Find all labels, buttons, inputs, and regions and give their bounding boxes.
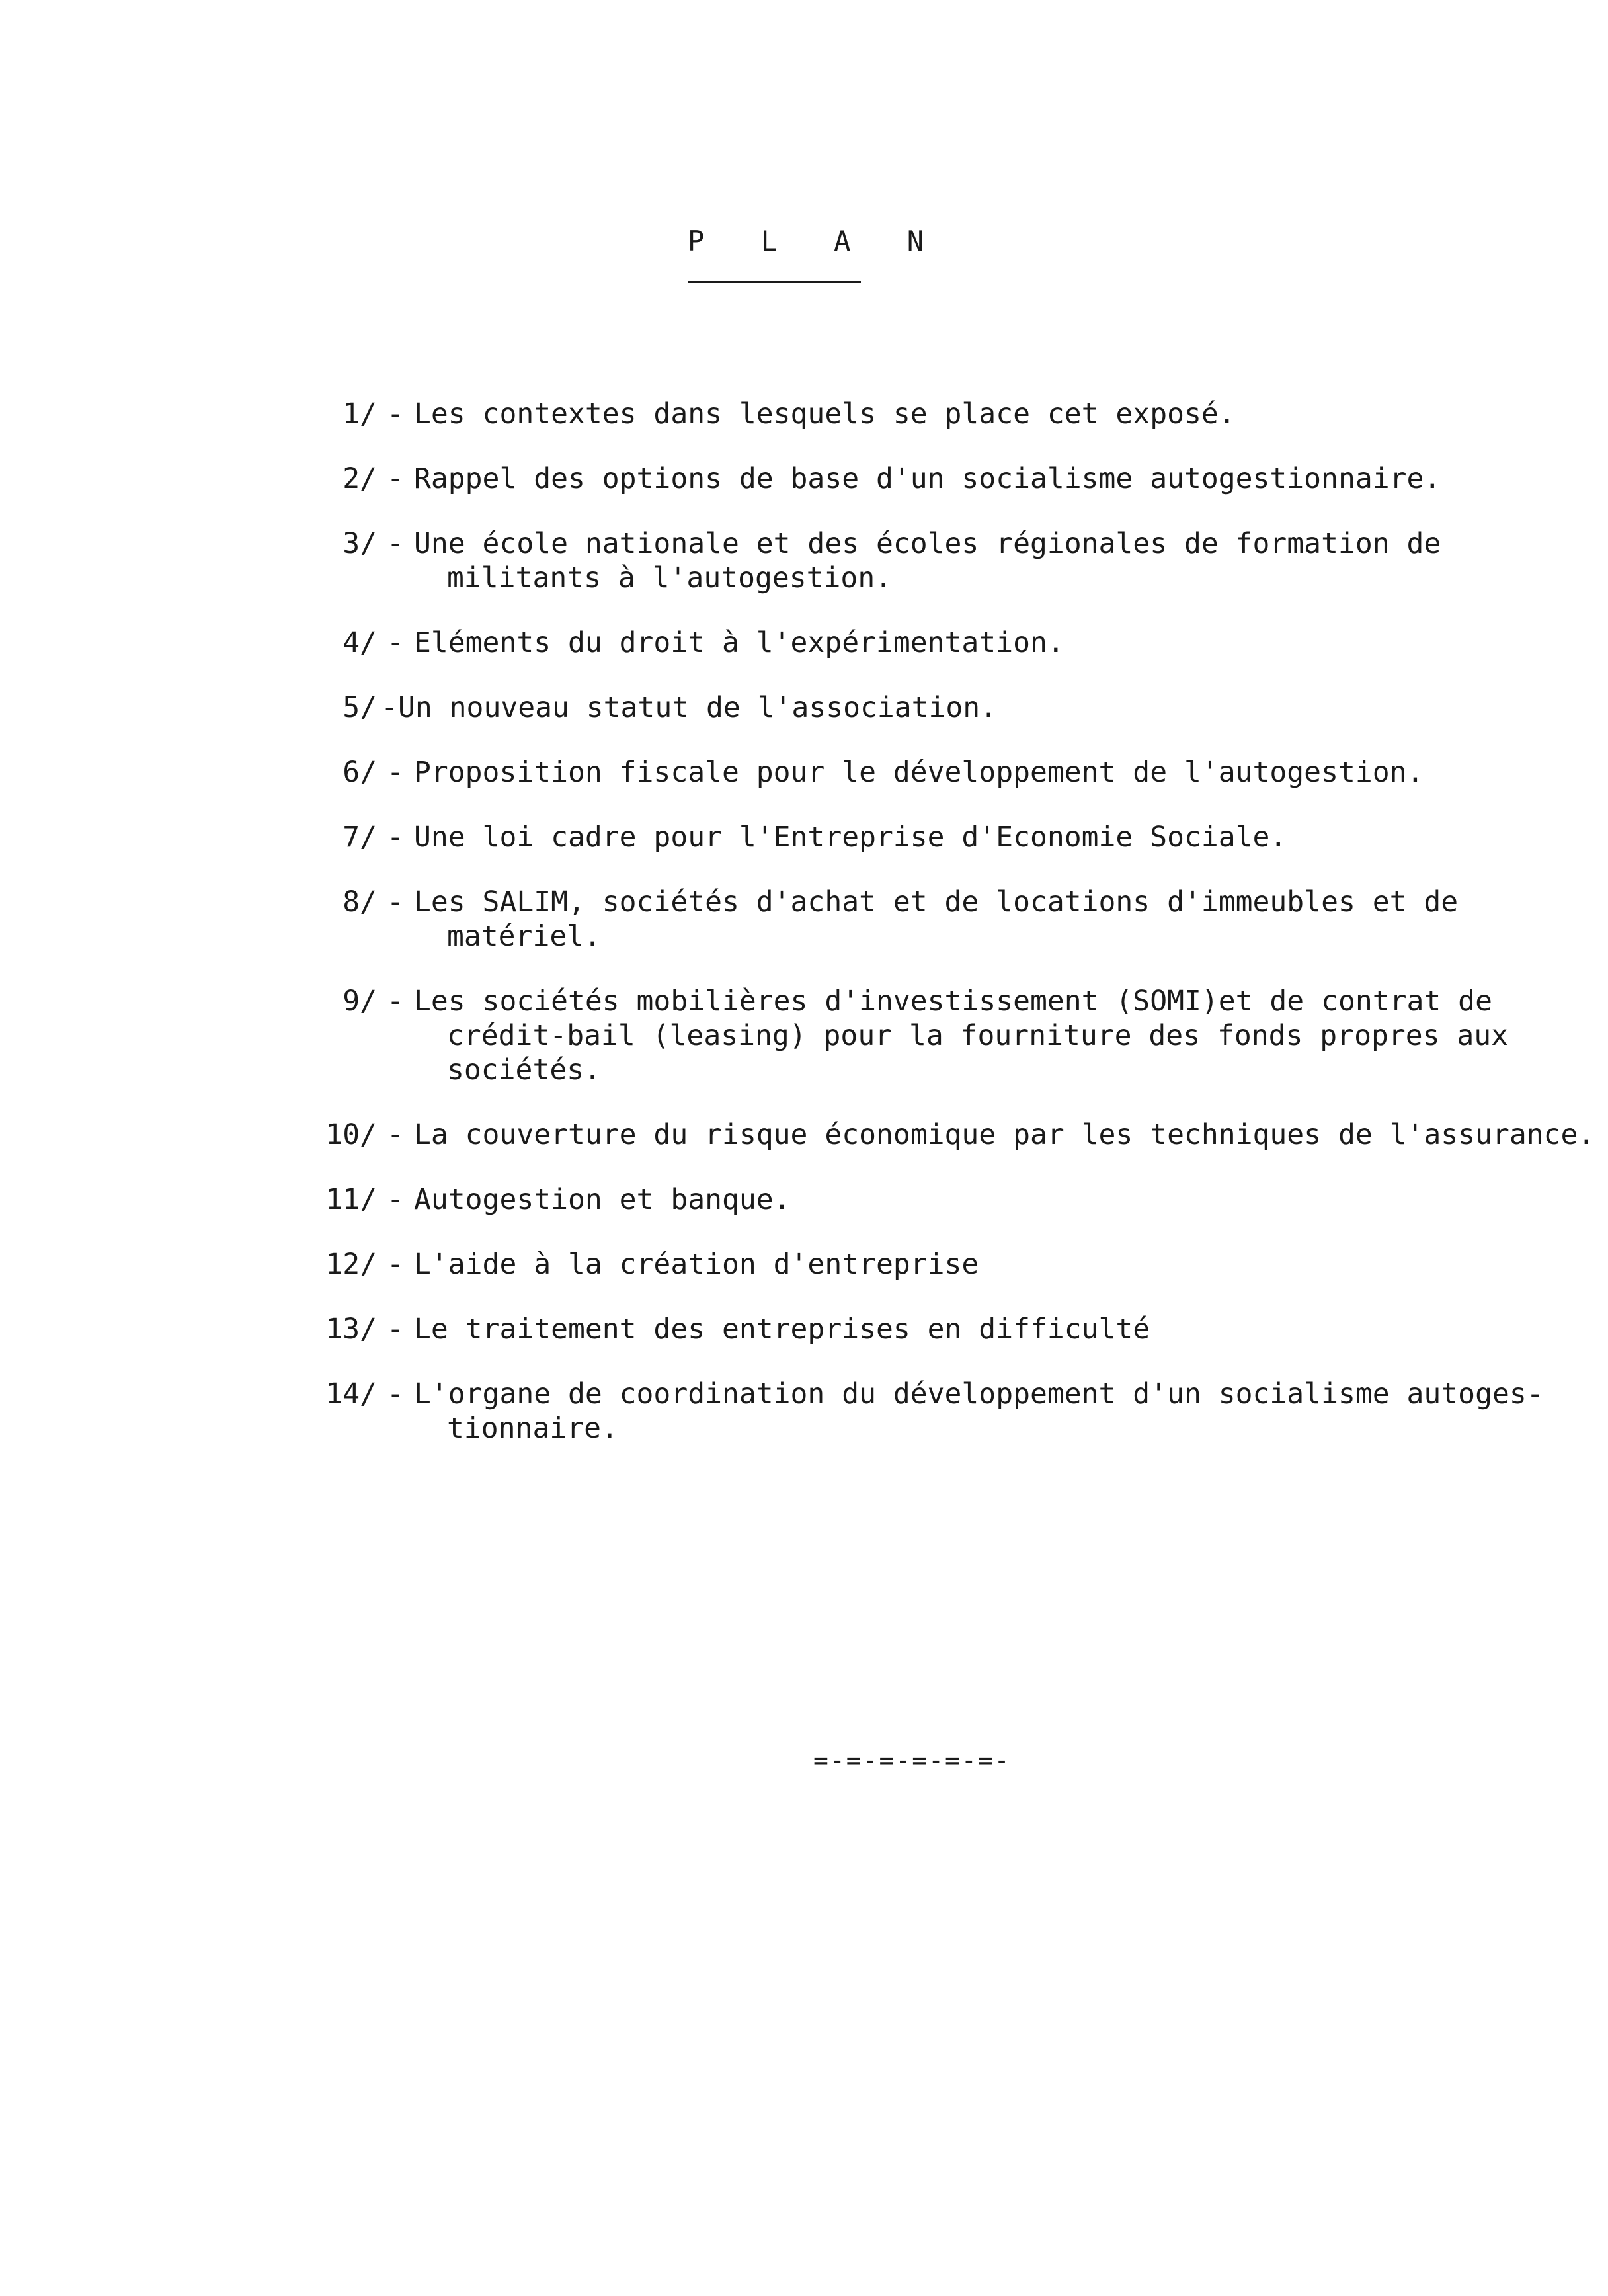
item-text-line: Une loi cadre pour l'Entreprise d'Economie Sociale. bbox=[414, 821, 1287, 854]
plan-list bbox=[311, 397, 1595, 1476]
item-text-line: matériel. bbox=[447, 920, 601, 953]
item-text-line: sociétés. bbox=[447, 1053, 601, 1086]
item-text-line: Les sociétés mobilières d'investissement (SOMI)et de contrat de bbox=[414, 985, 1492, 1018]
item-text-line: Le traitement des entreprises en difficulté bbox=[414, 1313, 1150, 1346]
item-text-line: Les contextes dans lesquels se place cet exposé. bbox=[414, 397, 1236, 430]
item-text bbox=[414, 820, 1287, 854]
title-underline bbox=[688, 281, 861, 283]
item-dash: - bbox=[387, 527, 404, 560]
list-item bbox=[311, 626, 1567, 660]
item-text-line: Proposition fiscale pour le développement de l'autogestion. bbox=[414, 756, 1424, 789]
end-rule: =-=-=-=-=-=- bbox=[813, 1746, 1011, 1775]
item-text-line: Eléments du droit à l'expérimentation. bbox=[414, 626, 1065, 659]
item-number: 1/ bbox=[342, 397, 377, 430]
item-dash: - bbox=[387, 397, 404, 430]
item-number: 5/ bbox=[342, 691, 377, 724]
item-number: 12/ bbox=[325, 1248, 377, 1281]
item-text bbox=[414, 1182, 791, 1217]
item-text bbox=[414, 1312, 1150, 1346]
item-text-line: Une école nationale et des écoles régionales de formation de bbox=[414, 527, 1441, 560]
item-text bbox=[398, 690, 997, 725]
list-item bbox=[311, 1182, 1567, 1217]
item-text bbox=[414, 526, 1441, 595]
item-number: 14/ bbox=[325, 1377, 377, 1411]
item-dash: - bbox=[387, 462, 404, 495]
item-number: 7/ bbox=[342, 821, 377, 854]
list-item bbox=[311, 462, 1567, 496]
item-dash: - bbox=[387, 1377, 404, 1411]
item-text-line: Autogestion et banque. bbox=[414, 1183, 791, 1216]
list-item bbox=[311, 690, 1567, 725]
item-number: 11/ bbox=[325, 1183, 377, 1216]
item-dash: - bbox=[387, 885, 404, 919]
item-text-line: Rappel des options de base d'un socialisme autogestionnaire. bbox=[414, 462, 1441, 495]
item-dash: - bbox=[387, 1118, 404, 1151]
item-number: 4/ bbox=[342, 626, 377, 659]
item-text-line: La couverture du risque économique par les techniques de l'assurance. bbox=[414, 1118, 1595, 1151]
item-dash: - bbox=[387, 626, 404, 659]
item-dash: - bbox=[387, 985, 404, 1018]
item-dash: - bbox=[381, 691, 398, 724]
item-text bbox=[414, 626, 1065, 660]
item-text bbox=[414, 984, 1508, 1087]
item-text-line: tionnaire. bbox=[447, 1412, 618, 1445]
list-item bbox=[311, 755, 1567, 790]
list-item bbox=[311, 885, 1567, 954]
item-dash: - bbox=[387, 1183, 404, 1216]
list-item bbox=[311, 397, 1567, 431]
item-dash: - bbox=[387, 756, 404, 789]
item-text bbox=[414, 462, 1441, 496]
item-text bbox=[414, 1377, 1544, 1446]
page-title: P L A N bbox=[688, 225, 944, 257]
item-text-line: L'organe de coordination du développement d'un socialisme autoges- bbox=[414, 1377, 1544, 1411]
list-item bbox=[311, 1377, 1567, 1446]
item-dash: - bbox=[387, 821, 404, 854]
item-text bbox=[414, 1247, 979, 1282]
item-text-line: L'aide à la création d'entreprise bbox=[414, 1248, 979, 1281]
item-text bbox=[414, 397, 1236, 431]
item-text-line: Un nouveau statut de l'association. bbox=[398, 691, 998, 724]
list-item bbox=[311, 1118, 1595, 1152]
item-text-line: militants à l'autogestion. bbox=[447, 561, 893, 594]
item-text bbox=[414, 755, 1424, 790]
item-number: 6/ bbox=[342, 756, 377, 789]
list-item bbox=[311, 1247, 1567, 1282]
item-number: 13/ bbox=[325, 1313, 377, 1346]
item-dash: - bbox=[387, 1248, 404, 1281]
item-dash: - bbox=[387, 1313, 404, 1346]
item-number: 2/ bbox=[342, 462, 377, 495]
item-text bbox=[414, 885, 1458, 954]
list-item bbox=[311, 1312, 1567, 1346]
item-number: 8/ bbox=[342, 885, 377, 919]
item-text-line: Les SALIM, sociétés d'achat et de locations d'immeubles et de bbox=[414, 885, 1459, 919]
list-item bbox=[311, 984, 1567, 1087]
list-item bbox=[311, 820, 1567, 854]
item-number: 9/ bbox=[342, 985, 377, 1018]
list-item bbox=[311, 526, 1567, 595]
item-text-line: crédit-bail (leasing) pour la fourniture des fonds propres aux bbox=[447, 1019, 1509, 1052]
item-number: 3/ bbox=[342, 527, 377, 560]
item-text bbox=[414, 1118, 1595, 1152]
item-number: 10/ bbox=[325, 1118, 377, 1151]
